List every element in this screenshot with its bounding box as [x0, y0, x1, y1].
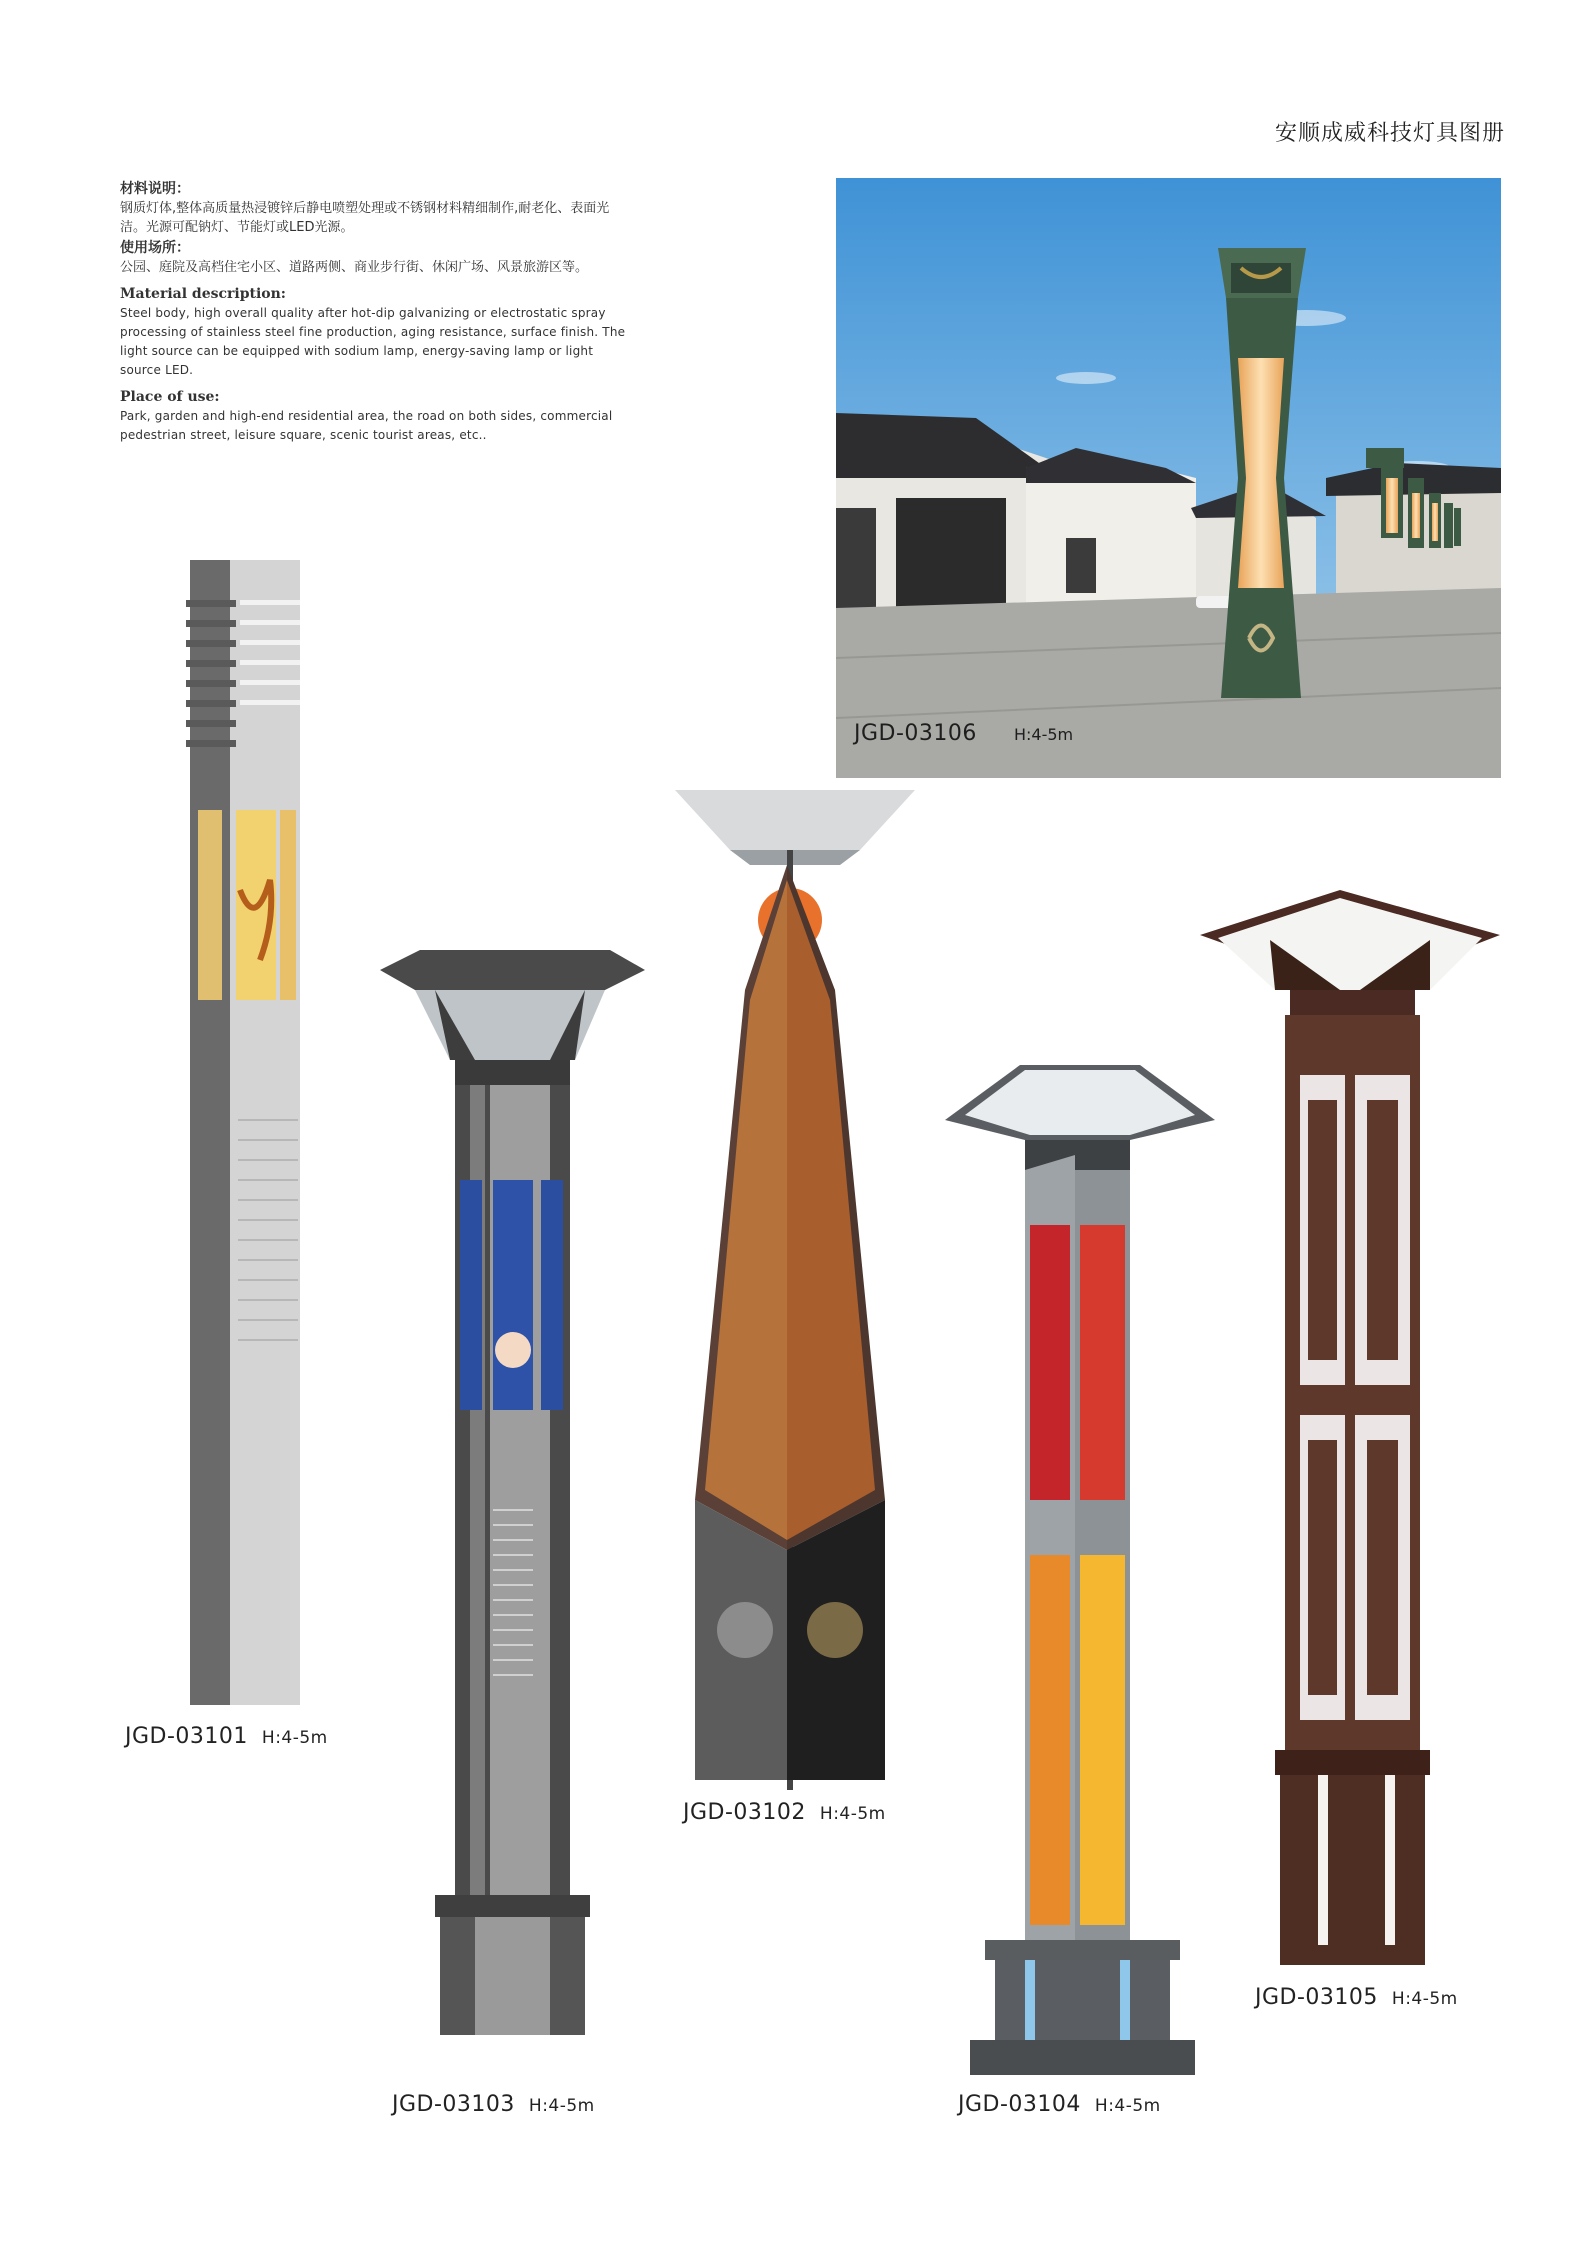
jgd-03104-caption [958, 2092, 1161, 2117]
material-heading-cn: 材料说明： [120, 181, 190, 197]
jgd-03103-lamp [375, 950, 655, 2085]
jgd-03101-model: JGD-03101 [125, 1724, 248, 1749]
jgd-03102-model: JGD-03102 [683, 1800, 806, 1825]
jgd-03102-caption [683, 1800, 886, 1825]
jgd-03104-model: JGD-03104 [958, 2092, 1081, 2117]
jgd-03101-lamp [180, 560, 330, 1720]
jgd-03104-lamp [945, 1065, 1220, 2085]
use-heading-cn: 使用场所： [120, 240, 190, 256]
description-block [120, 178, 630, 445]
jgd-03103-caption [392, 2092, 595, 2117]
material-heading-en: Material description: [120, 286, 286, 302]
jgd-03105-model: JGD-03105 [1255, 1985, 1378, 2010]
use-body-en: Park, garden and high-end residential area, the road on both sides, commercial pedestrian street, leisure square, scenic tourist areas, etc.. [120, 409, 613, 442]
jgd-03106-height: H:4-5m [1014, 725, 1074, 744]
material-body-cn: 钢质灯体,整体高质量热浸镀锌后静电喷塑处理或不锈钢材料精细制作,耐老化、表面光洁。光源可配钠灯、节能灯或LED光源。 [120, 201, 610, 235]
jgd-03104-height: H:4-5m [1094, 2096, 1161, 2116]
jgd-03103-model: JGD-03103 [392, 2092, 515, 2117]
catalog-title: 安顺成威科技灯具图册 [1274, 121, 1505, 146]
jgd-03105-caption [1255, 1985, 1458, 2010]
jgd-03101-caption [125, 1724, 328, 1749]
street-scene-illustration [836, 178, 1501, 778]
material-body-en: Steel body, high overall quality after hot-dip galvanizing or electrostatic spray processing of stainless steel fine production, aging resistance, surface finish. The light source can be equipped with sodium lamp, energy-saving lamp or light source LED. [120, 306, 626, 377]
use-body-cn: 公园、庭院及高档住宅小区、道路两侧、商业步行街、休闲广场、风景旅游区等。 [120, 260, 589, 275]
jgd-03102-height: H:4-5m [819, 1804, 886, 1824]
jgd-03101-height: H:4-5m [261, 1728, 328, 1748]
jgd-03105-height: H:4-5m [1391, 1989, 1458, 2009]
jgd-03103-height: H:4-5m [528, 2096, 595, 2116]
jgd-03106-model: JGD-03106 [854, 721, 977, 746]
jgd-03102-lamp [675, 790, 915, 1790]
use-heading-en: Place of use: [120, 389, 220, 405]
street-scene-photo [836, 178, 1501, 778]
jgd-03105-lamp [1200, 890, 1510, 1975]
